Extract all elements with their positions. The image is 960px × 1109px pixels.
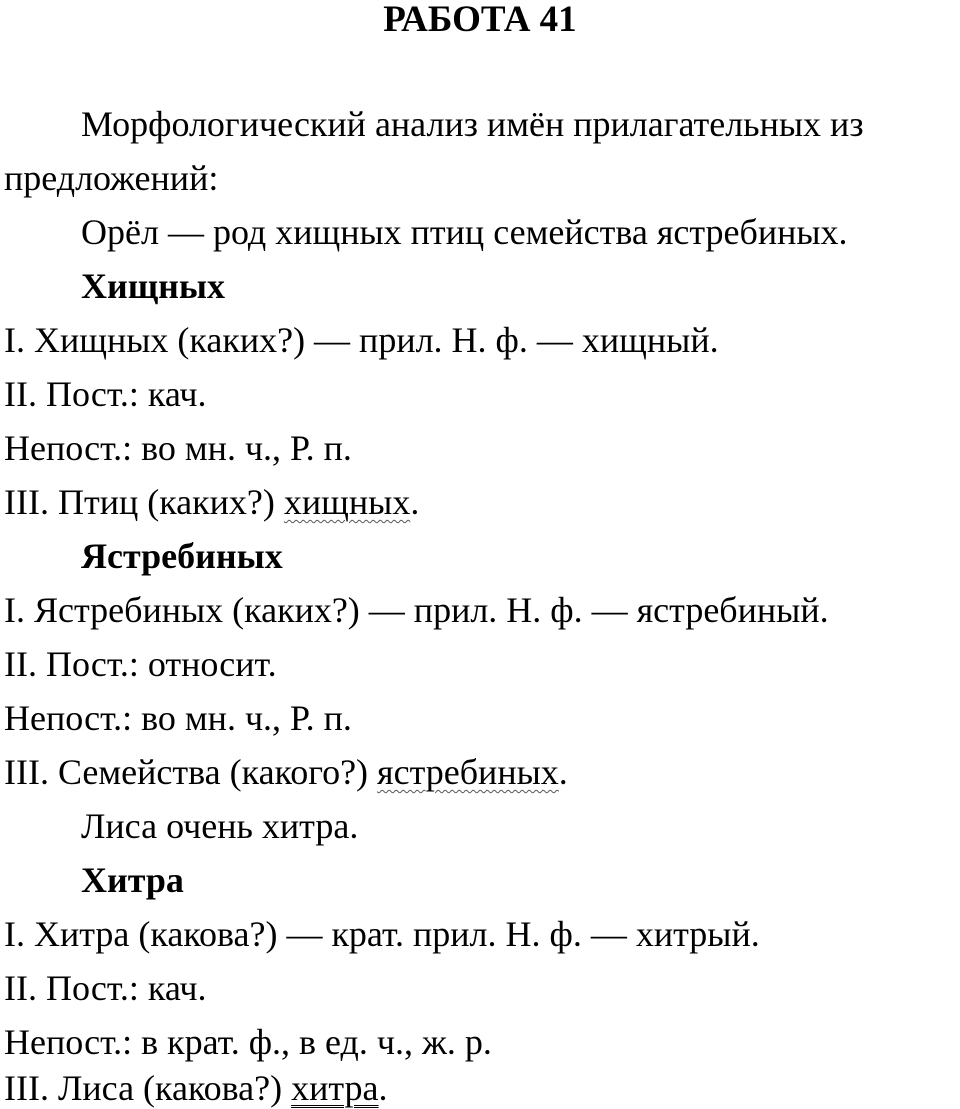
analysis-step-nonconstant: Непост.: во мн. ч., Р. п. (4, 428, 352, 468)
analysis-step-3 (4, 1068, 388, 1108)
intro-line-2: предложений: (4, 158, 219, 198)
page-title: РАБОТА 41 (383, 0, 577, 40)
analysis-step-1: I. Ястребиных (каких?) — прил. Н. ф. — ястребиный. (4, 590, 829, 630)
syntax-context: III. Семейства (какого?) (4, 752, 378, 792)
word-heading-khitra: Хитра (81, 860, 184, 900)
word-heading-yastrebinykh: Ястребиных (81, 536, 283, 576)
example-sentence-2: Лиса очень хитра. (81, 806, 359, 846)
analysis-step-2: II. Пост.: кач. (4, 374, 207, 414)
analysis-step-2: II. Пост.: кач. (4, 968, 207, 1008)
punctuation: . (378, 1068, 388, 1108)
analysis-step-2: II. Пост.: относит. (4, 644, 277, 684)
intro-line-1: Морфологический анализ имён прилагательных из (81, 104, 864, 144)
analysis-step-1: I. Хитра (какова?) — крат. прил. Н. ф. — хитрый. (4, 914, 760, 954)
punctuation: . (410, 482, 420, 522)
analysis-step-1: I. Хищных (каких?) — прил. Н. ф. — хищный. (4, 320, 719, 360)
syntax-context: III. Птиц (каких?) (4, 482, 284, 522)
underlined-word: хитра (291, 1068, 379, 1108)
underlined-word: ястребиных (377, 752, 559, 792)
analysis-step-3 (4, 482, 419, 522)
punctuation: . (558, 752, 568, 792)
analysis-step-nonconstant: Непост.: во мн. ч., Р. п. (4, 698, 352, 738)
underlined-word: хищных (283, 482, 411, 522)
example-sentence-1: Орёл — род хищных птиц семейства ястребиных. (81, 212, 848, 252)
syntax-context: III. Лиса (какова?) (4, 1068, 292, 1108)
analysis-step-3 (4, 752, 568, 792)
analysis-step-nonconstant: Непост.: в крат. ф., в ед. ч., ж. р. (4, 1022, 492, 1062)
word-heading-khishchnykh: Хищных (81, 266, 225, 306)
